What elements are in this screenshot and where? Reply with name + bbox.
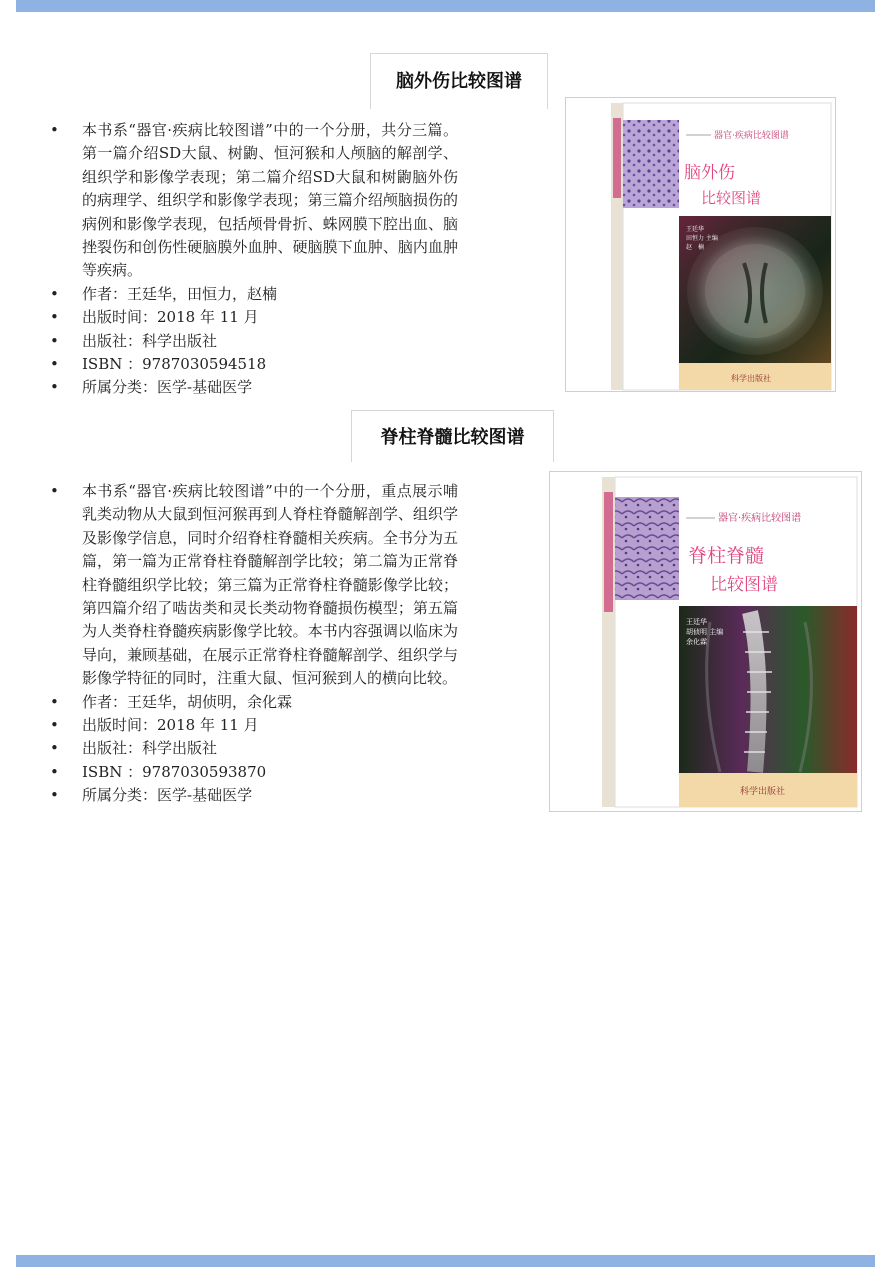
book2-cover-series: 器官·疾病比较图谱 (718, 513, 802, 524)
book2-publish-date: • 出版时间：2018 年 11 月 (48, 714, 458, 737)
book1-cover-author-1: 王廷华 (686, 226, 705, 233)
top-decorative-band (16, 0, 875, 12)
book2-details-list (48, 480, 458, 808)
book1-publish-date: • 出版时间：2018 年 11 月 (48, 306, 458, 329)
book2-title: 脊柱脊髓比较图谱 (351, 410, 554, 462)
book2-category: • 所属分类：医学-基础医学 (48, 784, 458, 807)
book2-histology-thumbnail (615, 497, 679, 600)
bottom-decorative-band (16, 1255, 875, 1267)
book2-cover-publisher: 科学出版社 (740, 787, 786, 797)
book1-cover-title-2: 比较图谱 (701, 189, 762, 207)
book1-publisher: • 出版社：科学出版社 (48, 330, 458, 353)
book2-isbn: • ISBN ：9787030593870 (48, 761, 458, 784)
book2-cover-title-2: 比较图谱 (710, 575, 778, 595)
book2-authors: • 作者：王廷华，胡侦明，余化霖 (48, 691, 458, 714)
book1-cover-title-1: 脑外伤 (684, 163, 735, 183)
book2-description: • 本书系“器官·疾病比较图谱”中的一个分册，重点展示哺乳类动物从大鼠到恒河猴再到人脊柱脊髓解剖学、组织学及影像学信息，同时介绍脊柱脊髓相关疾病。全书分为五篇，第一篇为正常脊柱脊髓解剖学比较；第二篇为正常脊柱脊髓组织学比较；第三篇为正常脊柱脊髓影像学比较；第四篇介绍了啮齿类和灵长类动物脊髓损伤模型；第五篇为人类脊柱脊髓疾病影像学比较。本书内容强调以临床为导向，兼顾基础，在展示正常脊柱脊髓解剖学、组织学与影像学特征的同时，注重大鼠、恒河猴到人的横向比较。 (48, 480, 458, 691)
book1-title: 脑外伤比较图谱 (370, 53, 548, 109)
book2-cover-image (549, 471, 862, 812)
book1-authors: • 作者：王廷华，田恒力，赵楠 (48, 283, 458, 306)
book1-cover-series: 器官·疾病比较图谱 (714, 131, 789, 141)
book1-cover-publisher: 科学出版社 (731, 374, 771, 383)
book1-category: • 所属分类：医学-基础医学 (48, 376, 458, 399)
book1-histology-thumbnail (623, 120, 679, 208)
book1-description: • 本书系“器官·疾病比较图谱”中的一个分册，共分三篇。第一篇介绍SD大鼠、树鼩、恒河猴和人颅脑的解剖学、组织学和影像学表现；第二篇介绍SD大鼠和树鼩脑外伤的病理学、组织学和影像学表现；第三篇介绍颅脑损伤的病例和影像学表现，包括颅骨骨折、蛛网膜下腔出血、脑挫裂伤和创伤性硬脑膜外血肿、硬脑膜下血肿、脑内血肿等疾病。 (48, 119, 458, 283)
book2-cover-author-1: 王廷华 (686, 618, 707, 626)
book1-isbn: • ISBN ：9787030594518 (48, 353, 458, 376)
book1-cover-author-3: 赵 楠 (686, 244, 705, 251)
book1-cover-author-2: 田恒力 主编 (686, 235, 718, 242)
book2-cover-author-3: 余化霖 (686, 638, 707, 646)
book2-publisher: • 出版社：科学出版社 (48, 737, 458, 760)
book2-cover-author-2: 胡侦明 主编 (686, 628, 724, 636)
book1-details-list (48, 119, 458, 400)
book1-cover-image (565, 97, 836, 392)
book2-cover-title-1: 脊柱脊髓 (688, 545, 765, 567)
